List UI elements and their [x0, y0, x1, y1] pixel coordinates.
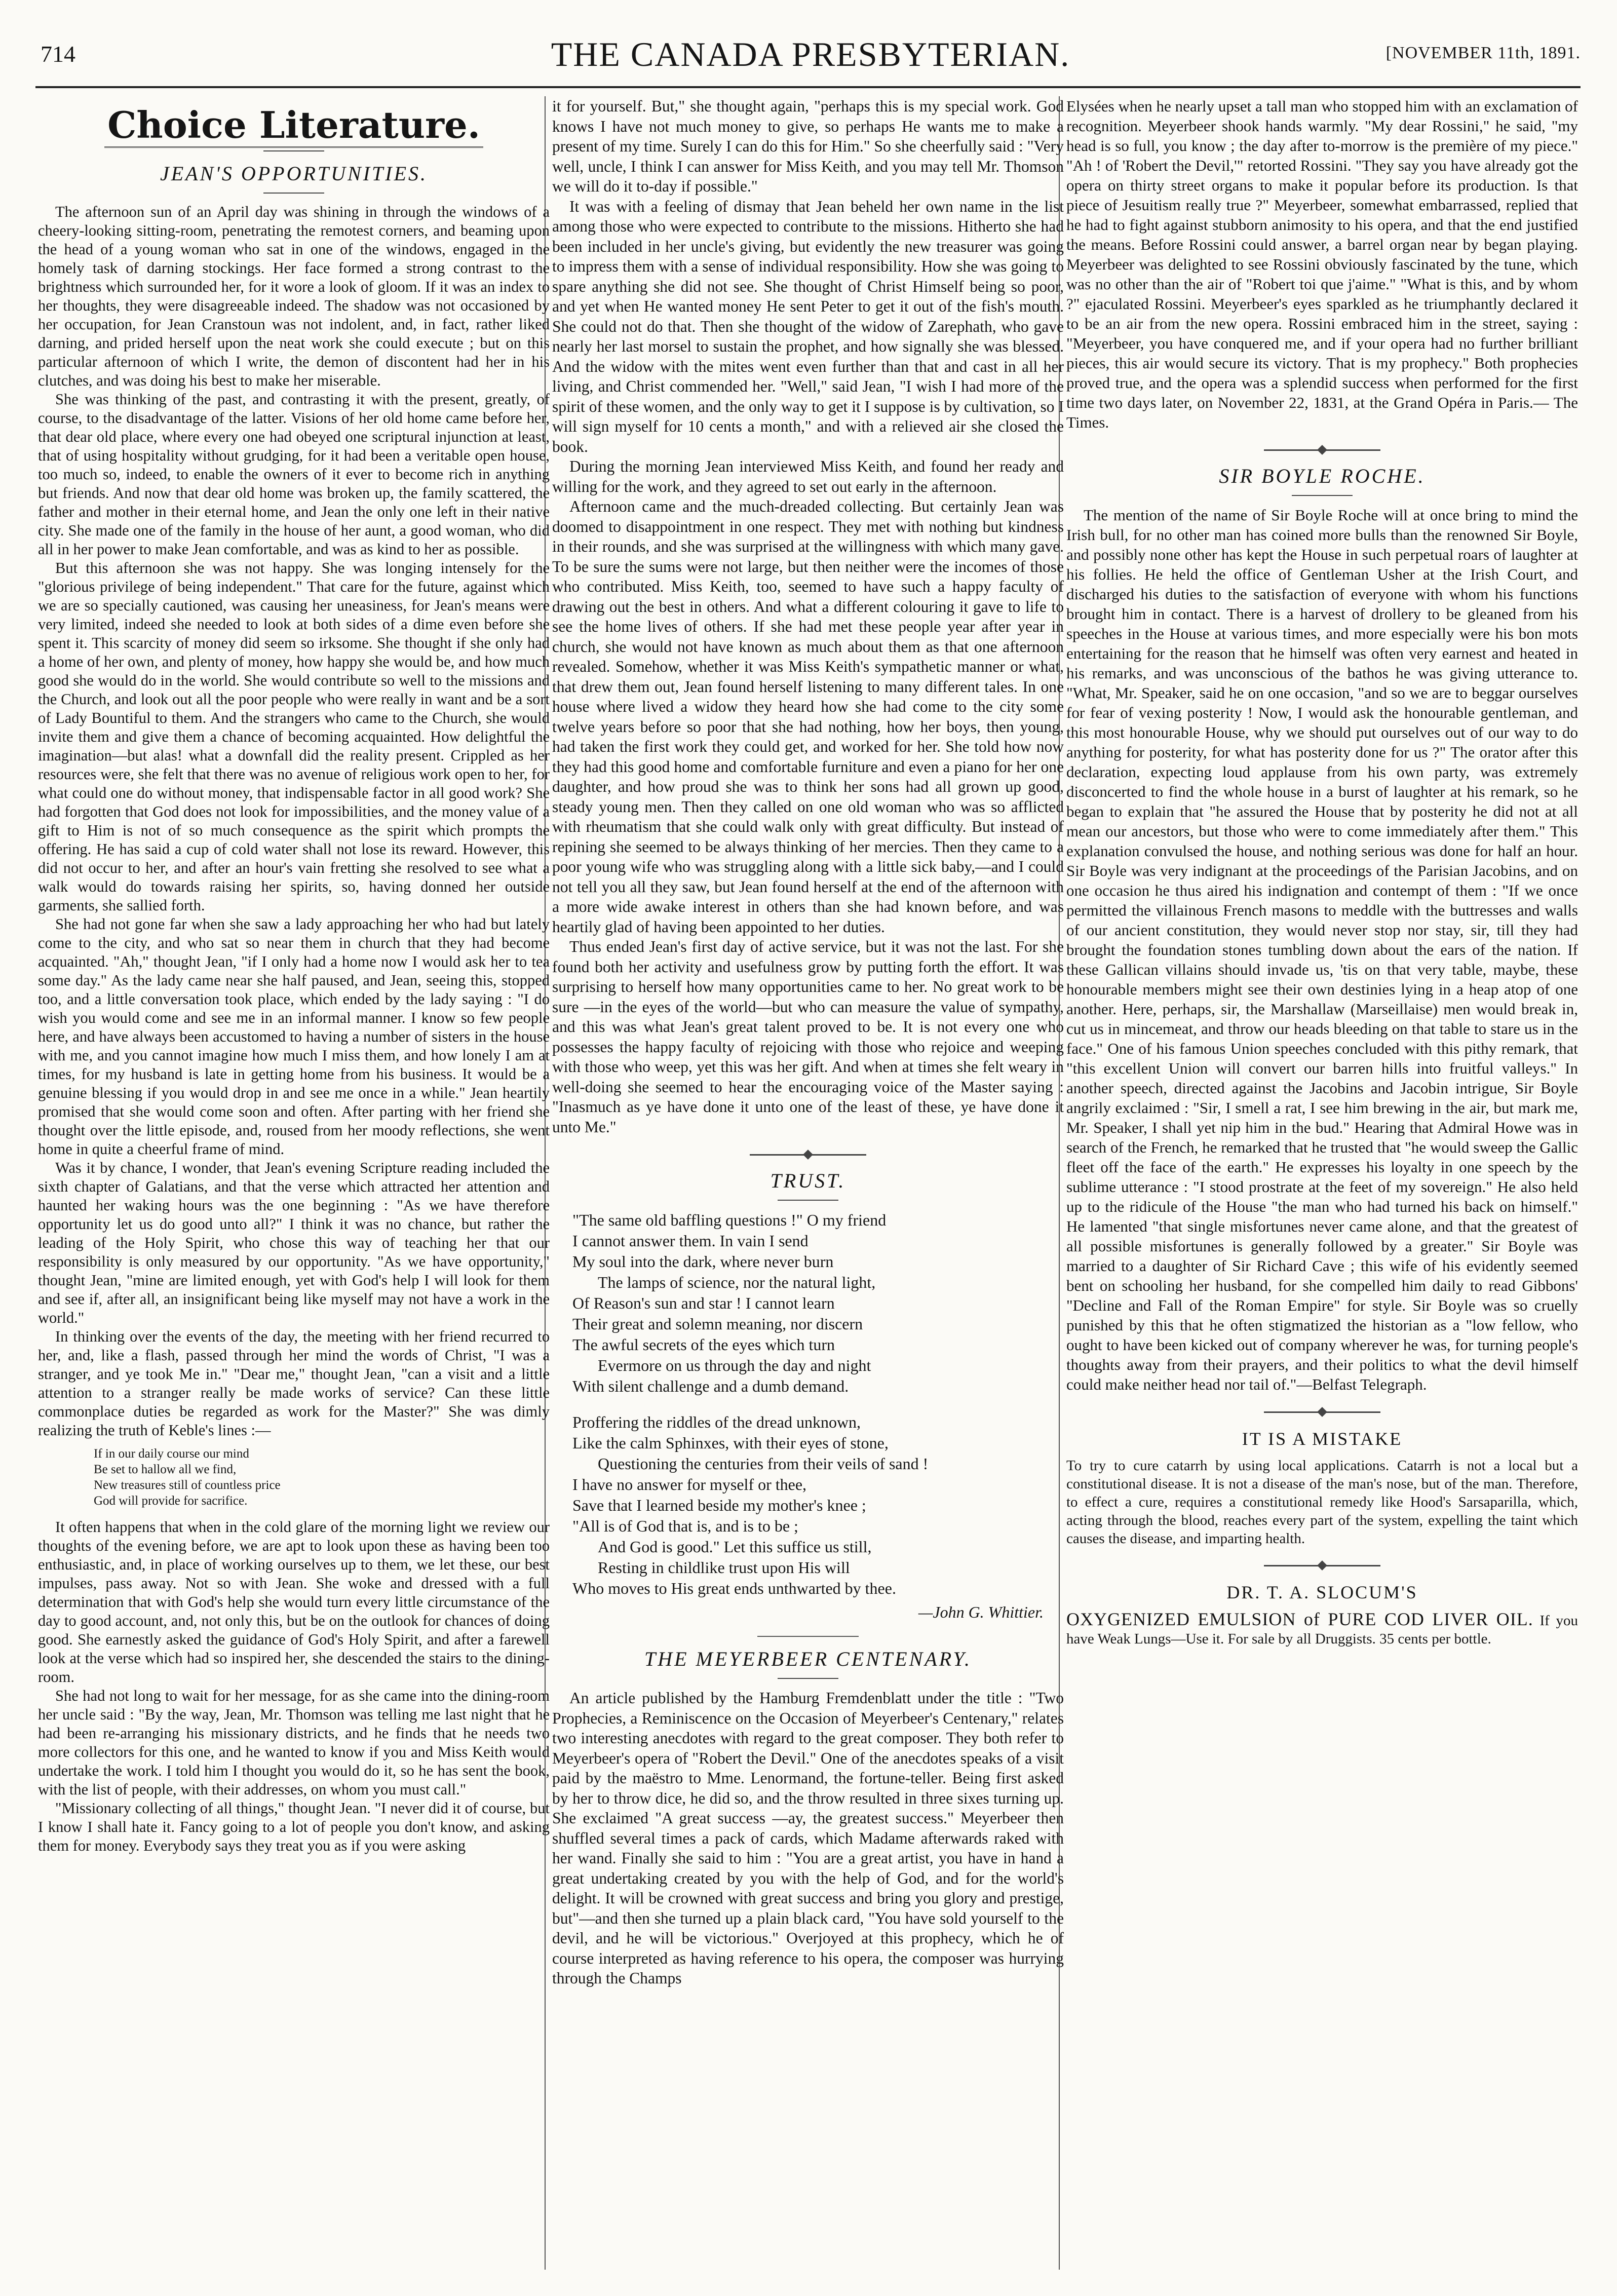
section-title-text: Choice Literature.: [104, 103, 483, 148]
verse-line: New treasures still of countless price: [94, 1478, 281, 1492]
article-title-meyerbeer: THE MEYERBEER CENTENARY.: [644, 1648, 972, 1670]
title-rule: [1292, 495, 1353, 496]
ornamental-rule: [750, 1154, 866, 1156]
column-3: [1066, 96, 1578, 2270]
header-rule: [35, 86, 1581, 88]
paragraph: Elysées when he nearly upset a tall man who stopped him with an exclamation of recognition. Meyerbeer shook hands warmly. "My dear Rossini," he said, "my head is so full, you know ; the day after to-morrow is the première of my piece." "Ah ! of 'Robert the Devil,'" retorted Rossini. "They say you have already got the opera on thirty street organs to make it popular before its production. Is that piece of Jesuitism really true ?" Meyerbeer, somewhat embarrassed, replied that he had to fight against stubborn animosity to his opera, and that the end justified the means. Before Rossini could answer, a barrel organ near by began playing. Meyerbeer was delighted to see Rossini obviously fascinated by the tune, which was no other than the air of "Robert toi que j'aime." "What is this, and by whom ?" ejaculated Rossini. Meyerbeer's eyes sparkled as he triumphantly declared it to be an air from the new opera. Rossini embraced him in the street, saying : "Meyerbeer, you have conquered me, and if your opera had no further brilliant pieces, this air would secure its victory. That is my prophecy." Both prophecies proved true, and the opera was a splendid success when performed for the first time two days later, on November 22, 1831, at the Grand Opéra in Paris.— The Times.: [1066, 97, 1578, 431]
poem-line: I have no answer for myself or thee,: [572, 1475, 807, 1494]
paragraph: Thus ended Jean's first day of active service, but it was not the last. For she found both her activity and usefulness grow by putting forth the effort. It was surprising to herself how many opportunities came to her. No great work to be sure —in the eyes of the world—but who can measure the value of sympathy, and this was what Jean's great talent proved to be. It is not every one who possesses the happy faculty of rejoicing with those who rejoice and weeping with those who weep, yet this was her gift. And when at times she felt weary in well-doing she seemed to hear the encouraging voice of the Master saying : "Inasmuch as ye have done it unto one of the least of these, ye have done it unto Me.": [552, 938, 1064, 1136]
title-rule: [778, 1200, 838, 1201]
page-number: 714: [41, 41, 75, 67]
poem-line: Who moves to His great ends unthwarted by thee.: [572, 1579, 896, 1597]
stanza-break: [572, 1397, 1064, 1412]
poem-line: The lamps of science, nor the natural light,: [598, 1273, 876, 1291]
poem-line: The awful secrets of the eyes which turn: [572, 1335, 835, 1354]
section-title: [38, 103, 550, 146]
poem-line: And God is good." Let this suffice us still,: [598, 1538, 872, 1556]
poem-line: Resting in childlike trust upon His will: [598, 1558, 850, 1577]
poem-line: Of Reason's sun and star ! I cannot learn: [572, 1294, 835, 1312]
paragraph: it for yourself. But," she thought again, "perhaps this is my special work. God knows I have not much money to give, so perhaps He wants me to make a present of my time. Surely I can do this for Him." So she cheerfully said : "Very well, uncle, I think I can answer for Miss Keith, and you may tell Mr. Thomson we will do it to-day if possible.": [552, 97, 1064, 195]
paragraph: But this afternoon she was not happy. She was longing intensely for the "glorious privilege of being independent." That care for the future, against which we are so specially cautioned, was causing her uneasiness, for Jean's means were very limited, indeed she needed to look at both sides of a dime even before she spent it. This scarcity of money did seem so irksome. She thought if she only had a home of her own, and plenty of money, how happy she would be, and how much good she would do in the world. She would contribute so well to the missions and the Church, and look out all the poor people who were really in want and be a sort of Lady Bountiful to them. And the strangers who came to the Church, she would invite them and give them a chance of becoming acquainted. How delightful the imagination—but alas! what a downfall did the reality present. Crippled as her resources were, she felt that there was no avenue of religious work open to her, for what could one do without money, that indispensable factor in all good work? She had forgotten that God does not look for impossibilities, and the money value of a gift to Him is not of so much consequence as the spirit which prompts the offering. He has said a cup of cold water shall not lose its reward. However, this did not occur to her, and after an hour's vain fretting she resolved to see what a walk would do towards raising her spirits, so, having donned her outside garments, she sallied forth.: [38, 559, 550, 914]
poem-line: I cannot answer them. In vain I send: [572, 1232, 808, 1250]
paragraph: During the morning Jean interviewed Miss Keith, and found her ready and willing for the work, and they agreed to set out early in the afternoon.: [552, 457, 1064, 495]
verse-line: Be set to hallow all we find,: [94, 1463, 237, 1476]
advert-title-slocum: DR. T. A. SLOCUM'S: [1226, 1582, 1418, 1602]
verse-line: If in our daily course our mind: [94, 1447, 249, 1461]
ornamental-rule: [1264, 449, 1380, 451]
poem-line: With silent challenge and a dumb demand.: [572, 1377, 849, 1395]
column-1: [38, 96, 550, 2270]
paragraph: The mention of the name of Sir Boyle Roche will at once bring to mind the Irish bull, for no other man has coined more bulls than the renowned Sir Boyle, and possibly none other has kept the House in such perpetual roars of laughter at his follies. He held the office of Gentleman Usher at the Irish Court, and discharged his duties to the satisfaction of everyone with whom his functions brought him in contact. There is a harvest of drollery to be gleaned from his speeches in the House at various times, and more especially were his bon mots entertaining for the reason that he himself was often very earnest and heated in his remarks, and was unconscious of the bathos he was giving utterance to. "What, Mr. Speaker, said he on one occasion, "and so we are to beggar ourselves for fear of vexing posterity ! Now, I would ask the honourable gentleman, and this most honourable House, why we should put ourselves out of our way to do anything for posterity, for what has posterity done for us ?" The orator after this declaration, expecting loud applause from his own party, was extremely disconcerted to find the whole house in a burst of laughter at his remark, so he began to explain that "he assured the House that by posterity he did not at all mean our ancestors, but those who were to come immediately after them." This explanation convulsed the house, and nothing serious was done for half an hour. Sir Boyle was very indignant at the proceedings of the Parisian Jacobins, and on one occasion he thus aired his indignation and contempt of them : "If we once permitted the villainous French masons to meddle with the buttresses and walls of our ancient constitution, they would never stop nor stay, sir, till they had brought the foundation stones tumbling down about the ears of the nation. If these Gallican villains should invade us, 'tis on that very table, maybe, these honourable members might see their own destinies lying in a heap atop of one another. Here, perhaps, sir, the Marshallaw (Marseillaise) men would break in, cut us in mincemeat, and throw our heads bleeding on that table to stare us in the face." One of his famous Union speeches concluded with this pithy remark, that "this excellent Union will convert our barren hills into fruitful valleys." In another speech, directed against the Jacobins and Jacobin intrigue, Sir Boyle angrily exclaimed : "Sir, I smell a rat, I see him brewing in the air, but mark me, Mr. Speaker, I shall yet nip him in the bud." Hearing that Admiral Howe was in search of the French, he remarked that he trusted that "he would sweep the Gallic fleet off the face of the earth." He expresses his loyalty in one speech by the sublime utterance : "I stood prostrate at the feet of my sovereign." He also held up to the ridicule of the House "the man who had turned his back on himself." He lamented "that single misfortunes never came alone, and that the greatest of all possible misfortunes is generally followed by a greater." Sir Boyle was married to a daughter of Sir Richard Cave ; this wife of his evidently seemed bent on schooling her husband, for she compelled him daily to read Gibbons' "Decline and Fall of the Roman Empire" for style. Sir Boyle was so cruelly punished by this that he often stigmatized the historian as a "low fellow, who ought to have been kicked out of company wherever he was, for turning people's thoughts away from their prayers, and their politics to what the devil himself could make neither head nor tail of."—Belfast Telegraph.: [1066, 506, 1578, 1393]
paragraph: She was thinking of the past, and contrasting it with the present, greatly, of course, to the disadvantage of the latter. Visions of her old home came before her, that dear old place, where every one had obeyed one scriptural injunction at least, that of using hospitality without grudging, for it had been a veritable open house, too much so, indeed, to enable the owners of it ever to become rich in anything but friends. And now that dear old home was broken up, the family scattered, the father and mother in their eternal home, and Jean the only one left in their native city. She made one of the family in the house of her aunt, a good woman, who did all in her power to make Jean comfortable, and was as kind to her as possible.: [38, 391, 550, 558]
advert-title-mistake: IT IS A MISTAKE: [1242, 1429, 1403, 1449]
poem-line: Evermore on us through the day and night: [598, 1356, 871, 1374]
advert-body-slocum: [1066, 1610, 1578, 1648]
paragraph: Was it by chance, I wonder, that Jean's evening Scripture reading included the sixth chapter of Galatians, and that the verse which attracted her attention and haunted her waking hours was the one beginning : "As we have therefore opportunity let us do good unto all?" I think it was no chance, but rather the leading of the Holy Spirit, who chose this way of teaching her that our responsibility is only measured by our opportunity. "As we have opportunity," thought Jean, "mine are limited enough, yet with God's help I will look for them and see if, after all, an insignificant being like myself may not have a work in the world.": [38, 1159, 550, 1326]
paragraph: An article published by the Hamburg Fremdenblatt under the title : "Two Prophecies, a Reminiscence on the Occasion of Meyerbeer's Centenary," relates two interesting anecdotes with regard to the great composer. They both refer to Meyerbeer's opera of "Robert the Devil." One of the anecdotes speaks of a visit paid by the maëstro to Mme. Lenormand, the fortune-teller. Being first asked by her to throw dice, he did so, and the throw resulted in three sixes turning up. She exclaimed "A great success —ay, the greatest success." Meyerbeer then shuffled several times a pack of cards, which Madame afterwards raked with her wand. Finally she said to him : "You are a great artist, you have in hand a great undertaking created by you with the help of God, and for the world's delight. It will be crowned with great success and bring you glory and prestige, but"—and then she turned up a plain black card, "You have sold yourself to the devil, and he will be victorious." Overjoyed at this prophecy, which he of course interpreted as having reference to his opera, the composer was hurrying through the Champs: [552, 1689, 1064, 1987]
ornamental-rule: [1264, 1565, 1380, 1566]
article-title-boyle: SIR BOYLE ROCHE.: [1219, 465, 1426, 487]
poem-line: "The same old baffling questions !" O my friend: [572, 1211, 887, 1229]
paragraph: Afternoon came and the much-dreaded collecting. But certainly Jean was doomed to disappointment in one respect. They met with nothing but kindness in their rounds, and she was surprised at the willingness with which many gave. To be sure the sums were not large, but then neither were the incomes of those who contributed. Miss Keith, too, seemed to have such a happy faculty of drawing out the best in others. And what a different colouring it gave to life to see the home lives of others. If she had met these people year after year in church, she would not have known as much about them as that one afternoon revealed. Somehow, whether it was Miss Keith's sympathetic manner or what, that drew them out, Jean found herself listening to many different tales. In one house where lived a widow they heard how she had come to the city some twelve years before so poor that she had nothing, how her boys, then young, had taken the first work they could get, and worked for her. She told how now they had this good home and comfortable furniture and even a piano for her one daughter, and how proud she was to think her sons had all grown up good, steady young men. Then they called on one old woman who was so afflicted with rheumatism that she could walk only with great difficulty. But instead of repining she seemed to be always thinking of her mercies. Then they came to a poor young wife who was struggling along with a little sick baby,—and I could not tell you all they saw, but Jean found herself at the end of the afternoon with a more wide awake interest in others than she had known before, and was heartily glad of having been appointed to her duties.: [552, 498, 1064, 936]
article-title-trust: TRUST.: [770, 1169, 846, 1192]
poem-line: Save that I learned beside my mother's knee ;: [572, 1496, 866, 1514]
poem-line: Proffering the riddles of the dread unknown,: [572, 1413, 861, 1431]
masthead: THE CANADA PRESBYTERIAN.: [551, 35, 1070, 73]
ornamental-rule: [1264, 1411, 1380, 1413]
poem-line: Like the calm Sphinxes, with their eyes of stone,: [572, 1434, 889, 1452]
paragraph: It often happens that when in the cold glare of the morning light we review our thoughts of the evening before, we are apt to look upon these as having been too enthusiastic, and, in place of working ourselves up to them, we let these, our best impulses, pass away. Not so with Jean. She woke and dressed with a full determination that with God's help she would turn every little circumstance of the day to good account, and, not only this, but be on the outlook for chances of doing good. She earnestly asked the guidance of God's Holy Spirit, and after a farewell look at the verse which had so inspired her, she descended the stairs to the dining-room.: [38, 1518, 550, 1686]
poem-attribution: —John G. Whittier.: [918, 1603, 1044, 1621]
poem-trust: [572, 1210, 1064, 1599]
keble-verse: [94, 1446, 550, 1509]
verse-line: God will provide for sacrifice.: [94, 1494, 248, 1508]
section-rule: [263, 150, 324, 151]
issue-date: [NOVEMBER 11th, 1891.: [1385, 44, 1581, 62]
paragraph: "Missionary collecting of all things," thought Jean. "I never did it of course, but I know I shall hate it. Fancy going to a lot of people you don't know, and asking them for money. Everybody says they treat you as if you were asking: [38, 1800, 550, 1854]
paragraph: She had not gone far when she saw a lady approaching her who had but lately come to the city, and who sat so near them in church that they had become acquainted. "Ah," thought Jean, "if I only had a home now I would ask her to tea some day." As the lady came near she half paused, and Jean, seeing this, stopped too, and a little conversation took place, which ended by the lady saying : "I do wish you would come and see me in an informal manner. I know so few people here, and have always been accustomed to having a number of sisters in the house with me, and you cannot imagine how much I miss them, and how lonely I am at times, for my husband is late in getting home from his business. It would be a genuine blessing if you would drop in and see me once in a while." Jean heartily promised that she would come soon and often. After parting with her friend she thought over the little episode, and, roused from her moody reflections, she went home in quite a cheerful frame of mind.: [38, 915, 550, 1158]
poem-line: Questioning the centuries from their veils of sand !: [598, 1455, 929, 1473]
column-2: [552, 96, 1064, 2270]
poem-line: "All is of God that is, and is to be ;: [572, 1517, 798, 1535]
poem-line: My soul into the dark, where never burn: [572, 1252, 834, 1271]
divider: [757, 1636, 859, 1637]
advert-headline-slocum: OXYGENIZED EMULSION of PURE COD LIVER OIL.: [1066, 1609, 1533, 1629]
paragraph: The afternoon sun of an April day was shining in through the windows of a cheery-looking sitting-room, penetrating the remotest corners, and beaming upon the head of a young woman who sat in one of the windows, engaged in the homely task of darning stockings. Her face formed a strong contrast to the brightness which surrounded her, for it wore a look of gloom. If it was an index to her thoughts, they were disagreeable indeed. The shadow was not occasioned by her occupation, for Jean Cranstoun was not indolent, and, in fact, rather liked darning, and prided herself upon the neat work she could execute ; but on this particular afternoon of which I write, the demon of discontent had her in his clutches, and was doing his best to make her miserable.: [38, 203, 550, 389]
advert-body-mistake: To try to cure catarrh by using local applications. Catarrh is not a local but a constitutional disease. It is not a disease of the man's nose, but of the man. Therefore, to effect a cure, requires a constitutional remedy like Hood's Sarsaparilla, which, acting through the blood, reaches every part of the system, expelling the taint which causes the disease, and imparting health.: [1066, 1458, 1578, 1547]
paragraph: She had not long to wait for her message, for as she came into the dining-room her uncle said : "By the way, Jean, Mr. Thomson was telling me last night that he had been re-arranging his missionary districts, and he finds that he needs two more collectors for this one, and he wanted to know if you and Miss Keith would undertake the work. I told him I thought you would do it, so he has sent the book, with the list of people, with their addresses, on whom you must call.": [38, 1687, 550, 1798]
title-rule: [778, 1678, 838, 1679]
page-header: [35, 30, 1586, 86]
paragraph: In thinking over the events of the day, the meeting with her friend recurred to her, and, like a flash, passed through her mind the words of Christ, "I was a stranger, and ye took Me in." "Dear me," thought Jean, "can a visit and a little attention to a stranger really be made works of service? Can these little commonplace duties be regarded as work for the Master?" She was dimly realizing the truth of Keble's lines :—: [38, 1328, 550, 1439]
advert-text-slocum: If you have Weak Lungs—Use it. For sale by all Druggists. 35 cents per bottle.: [1066, 1613, 1578, 1647]
title-rule: [263, 193, 324, 194]
paragraph: It was with a feeling of dismay that Jean beheld her own name in the list among those who were expected to contribute to the missions. Hitherto she had been included in her uncle's giving, but evidently the new treasurer was going to impress them with a sense of individual responsibility. How she was going to spare anything she did not see. She thought of Christ Himself being so poor, and yet when He wanted money He sent Peter to get it out of the fish's mouth. She could not do that. Then she thought of the widow of Zarephath, who gave nearly her last morsel to sustain the prophet, and how signally she was blessed. And the widow with the mites went even further than that and cast in all her living, and Christ commended her. "Well," said Jean, "I wish I had more of the spirit of these women, and the only way to get it I suppose is by cultivation, so I will sign myself for 10 cents a month," and with a relieved air she closed the book.: [552, 197, 1064, 455]
poem-line: Their great and solemn meaning, nor discern: [572, 1315, 863, 1333]
article-title-jean: JEAN'S OPPORTUNITIES.: [160, 162, 428, 185]
